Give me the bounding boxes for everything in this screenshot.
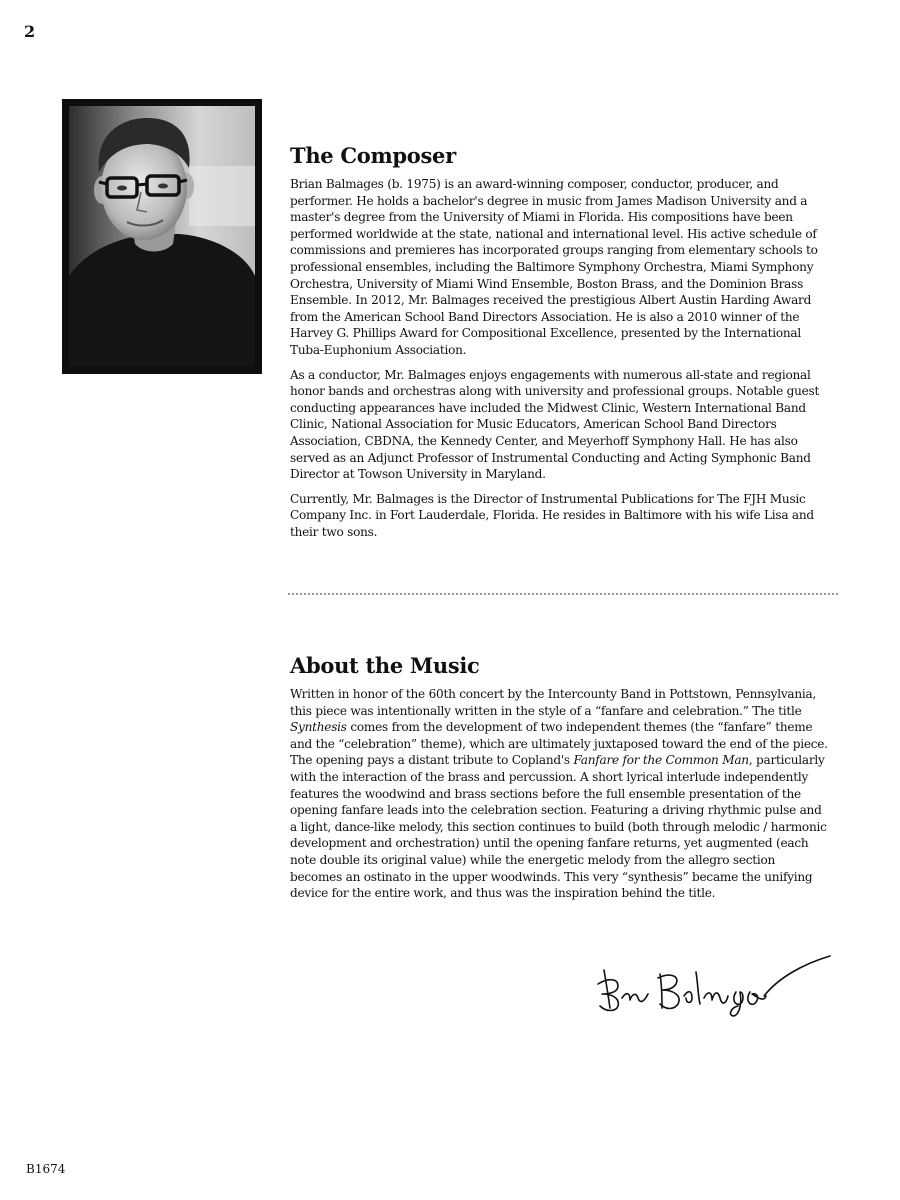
composer-heading: The Composer bbox=[290, 143, 456, 168]
composer-paragraph-1: Brian Balmages (b. 1975) is an award-winning composer, conductor, producer, and performer. He holds a bachelor's degree in music from James Madison University and a master's degree from the University of Miami in Florida. His compositions have been performed worldwide at the state, national and international level. His active schedule of commissions and premieres has incorporated groups ranging from elementary schools to professional ensembles, including the Baltimore Symphony Orchestra, Miami Symphony Orchestra, University of Miami Wind Ensemble, Boston Brass, and the Dominion Brass Ensemble. In 2012, Mr. Balmages received the prestigious Albert Austin Harding Award from the American School Band Directors Association. He is also a 2010 winner of the Harvey G. Phillips Award for Compositional Excellence, presented by the International Tuba-Euphonium Association. bbox=[290, 177, 818, 357]
composer-bio bbox=[290, 176, 830, 548]
composer-paragraph-3: Currently, Mr. Balmages is the Director of Instrumental Publications for The FJH Music Company Inc. in Fort Lauderdale, Florida. He resides in Baltimore with his wife Lisa and their two sons. bbox=[290, 491, 814, 539]
publication-code: B1674 bbox=[26, 1162, 66, 1176]
signature bbox=[588, 948, 833, 1023]
music-heading: About the Music bbox=[290, 653, 480, 678]
composer-photo bbox=[62, 99, 262, 374]
music-description bbox=[290, 686, 830, 910]
music-paragraph: Written in honor of the 60th concert by the Intercounty Band in Pottstown, Pennsylvania, this piece was intentionally written in the style of a “fanfare and celebration.” The title Synthesis comes from the development of two independent themes (the “fanfare” theme and the “celebration” theme), which are ultimately juxtaposed toward the end of the piece. The opening pays a distant tribute to Copland's Fanfare for the Common Man, particularly with the interaction of the brass and percussion. A short lyrical interlude independently features the woodwind and brass sections before the full ensemble presentation of the opening fanfare leads into the celebration section. Featuring a driving rhythmic pulse and a light, dance-like melody, this section continues to build (both through melodic / harmonic development and orchestration) until the opening fanfare returns, yet augmented (each note double its original value) while the energetic melody from the allegro section becomes an ostinato in the upper woodwinds. This very “synthesis” became the unifying device for the entire work, and thus was the inspiration behind the title. bbox=[290, 687, 828, 901]
composer-paragraph-2: As a conductor, Mr. Balmages enjoys engagements with numerous all-state and regional honor bands and orchestras along with university and professional groups. Notable guest conducting appearances have included the Midwest Clinic, Western International Band Clinic, National Association for Music Educators, American School Band Directors Association, CBDNA, the Kennedy Center, and Meyerhoff Symphony Hall. He has also served as an Adjunct Professor of Instrumental Conducting and Acting Symphonic Band Director at Towson University in Maryland. bbox=[290, 367, 820, 482]
page-number: 2 bbox=[24, 22, 36, 41]
section-divider bbox=[288, 593, 838, 595]
